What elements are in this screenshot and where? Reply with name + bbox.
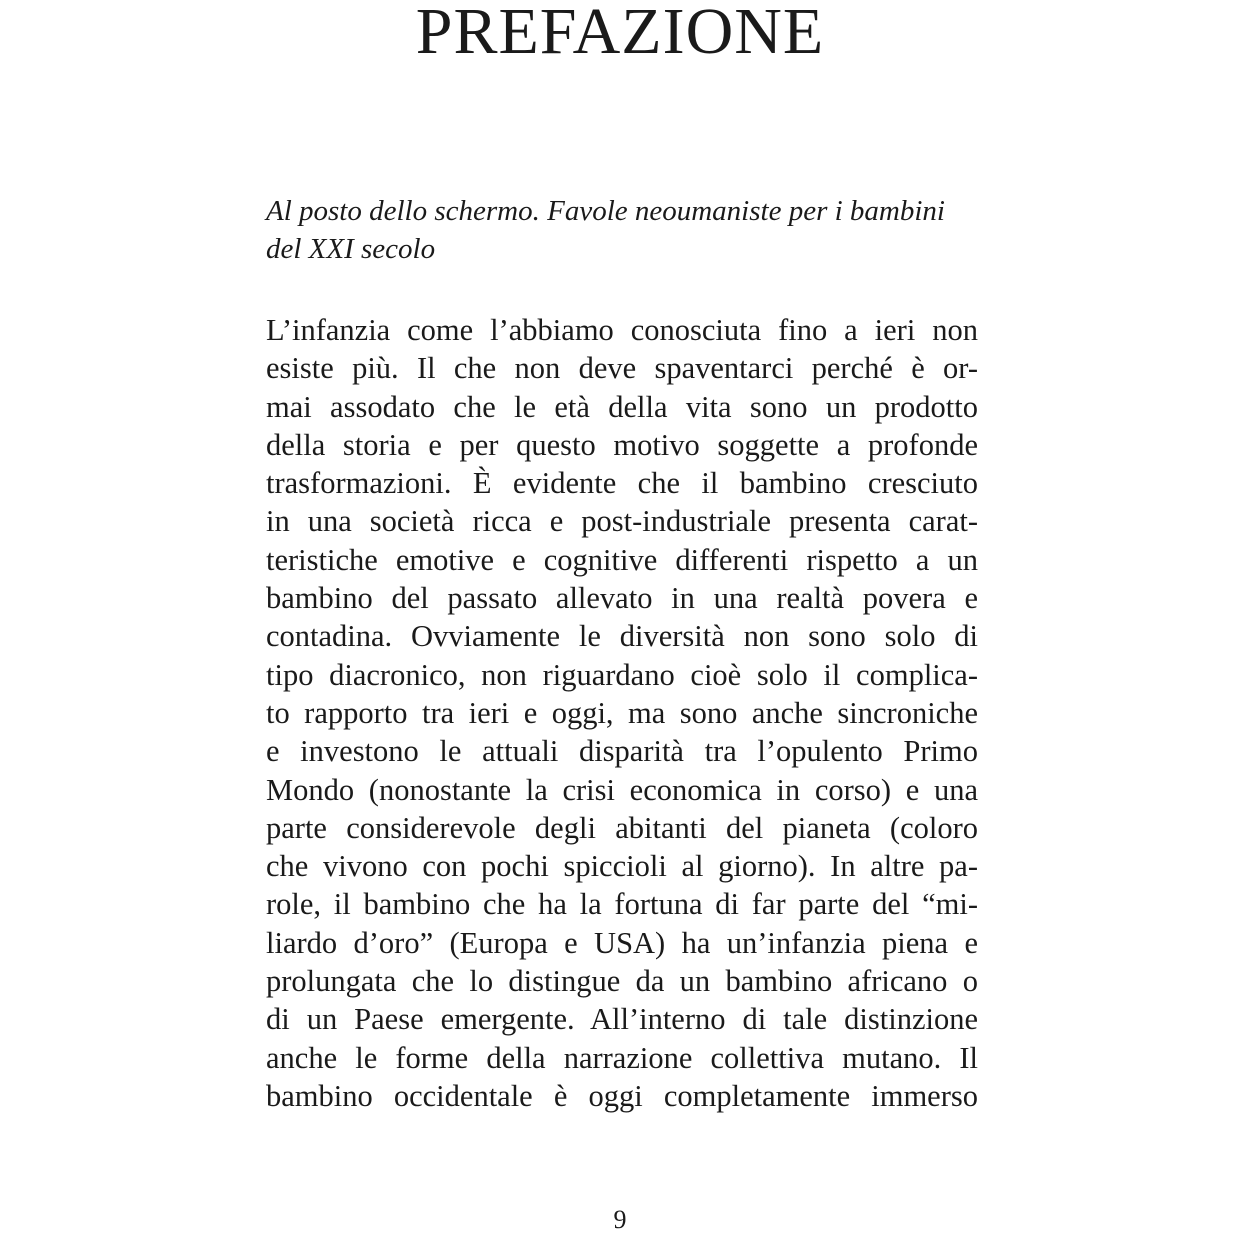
text-line: contadina. Ovviamente le diversità non sono solo di — [266, 619, 978, 654]
text-line: to rapporto tra ieri e oggi, ma sono anche sincroniche — [266, 695, 978, 730]
subtitle-line: del XXI secolo — [266, 233, 436, 265]
text-line: bambino occidentale è oggi completamente immerso — [266, 1078, 978, 1113]
text-line: Mondo (nonostante la crisi economica in corso) e una — [266, 772, 978, 807]
text-line: bambino del passato allevato in una realtà povera e — [266, 581, 978, 616]
text-line: che vivono con pochi spiccioli al giorno). In altre pa- — [266, 849, 978, 884]
page-number: 9 — [613, 1205, 627, 1234]
text-line: prolungata che lo distingue da un bambino africano o — [266, 964, 978, 999]
text-line: esiste più. Il che non deve spaventarci perché è or- — [266, 351, 978, 386]
text-line: di un Paese emergente. All’interno di tale distinzione — [266, 1002, 978, 1037]
text-line: L’infanzia come l’abbiamo conosciuta fino a ieri non — [266, 313, 978, 347]
text-line: anche le forme della narrazione collettiva mutano. Il — [266, 1040, 978, 1075]
text-line: parte considerevole degli abitanti del pianeta (coloro — [266, 810, 978, 845]
text-line: in una società ricca e post-industriale presenta carat- — [266, 504, 978, 539]
text-line: liardo d’oro” (Europa e USA) ha un’infanzia piena e — [266, 925, 978, 960]
text-line: trasformazioni. È evidente che il bambino cresciuto — [266, 466, 978, 501]
text-line: role, il bambino che ha la fortuna di far parte del “mi- — [266, 887, 978, 922]
text-line: mai assodato che le età della vita sono un prodotto — [266, 389, 978, 424]
text-line: tipo diacronico, non riguardano cioè solo il complica- — [266, 657, 978, 692]
chapter-subtitle — [266, 192, 978, 268]
subtitle-line: Al posto dello schermo. Favole neoumaniste per i bambini — [266, 195, 945, 227]
text-line: e investono le attuali disparità tra l’opulento Primo — [266, 734, 978, 769]
body-paragraph — [266, 311, 978, 1115]
page-title: PREFAZIONE — [415, 0, 825, 68]
text-line: della storia e per questo motivo soggette a profonde — [266, 427, 978, 462]
text-line: teristiche emotive e cognitive differenti rispetto a un — [266, 542, 978, 577]
